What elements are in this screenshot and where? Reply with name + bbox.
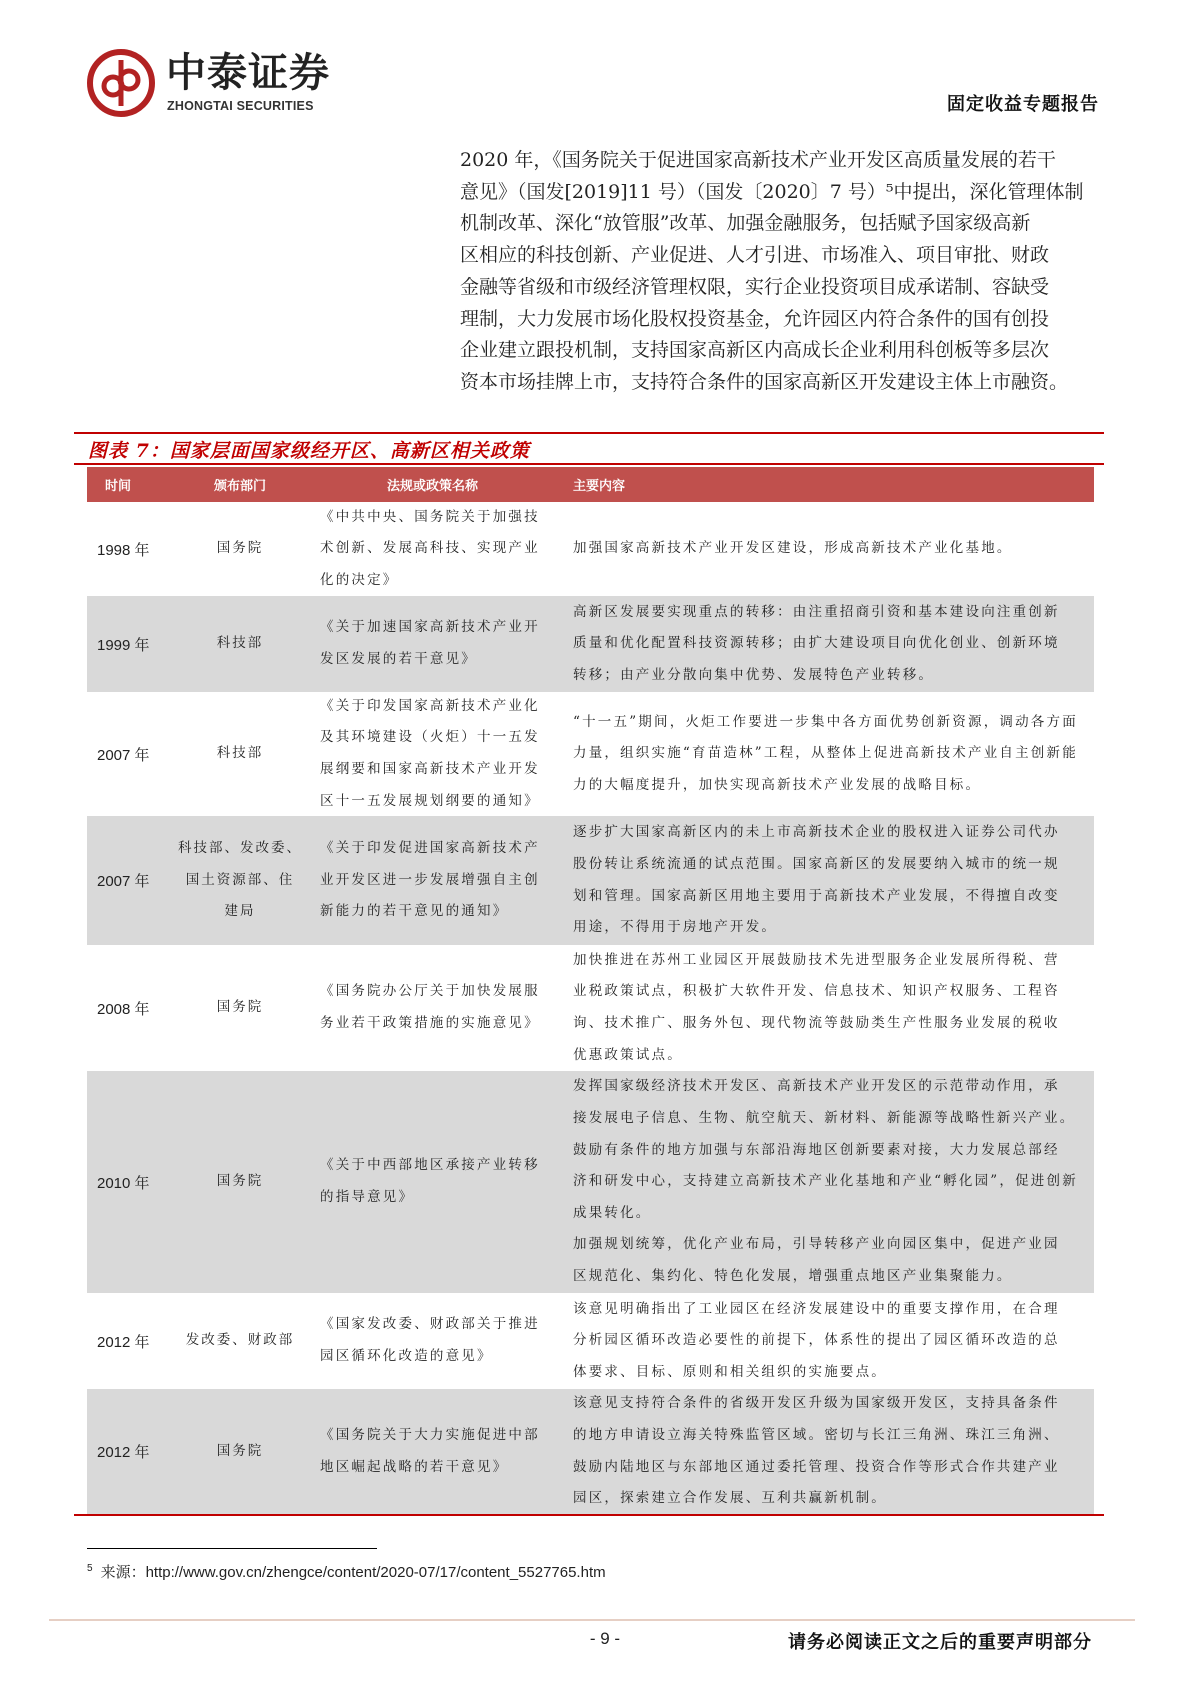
cell-dept-line: 国务院	[216, 999, 264, 1016]
cell-content-line: “十一五”期间，火炬工作要进一步集中各方面优势创新资源，调动各方面	[573, 713, 1078, 730]
cell-policy-line: 《关于印发促进国家高新技术产	[320, 840, 540, 857]
paragraph-line: 资本市场挂牌上市，支持符合条件的国家高新区开发建设主体上市融资。	[460, 370, 1069, 393]
cell-dept	[175, 533, 305, 565]
cell-dept-line: 国务院	[216, 1442, 264, 1459]
table-row	[87, 945, 1094, 1071]
cell-policy-line: 《国务院办公厅关于加快发展服	[320, 983, 540, 1000]
cell-content	[560, 707, 1094, 802]
cell-content-line: 力量，组织实施“育苗造林”工程，从整体上促进高新技术产业自主创新能	[573, 745, 1078, 762]
cell-policy-line: 发区发展的若干意见》	[320, 651, 477, 667]
cell-policy-line: 业开发区进一步发展增强自主创	[320, 871, 540, 888]
cell-content-line: 加强国家高新技术产业开发区建设，形成高新技术产业化基地。	[573, 540, 1013, 557]
cell-year: 2007 年	[97, 873, 150, 890]
table-row	[87, 692, 1094, 816]
cell-year: 2012 年	[97, 1333, 150, 1351]
cell-policy-line: 地区崛起战略的若干意见》	[320, 1458, 509, 1475]
cell-policy-line: 《关于印发国家高新技术产业化	[320, 697, 540, 714]
table-row	[87, 1071, 1094, 1293]
cell-dept-line: 建局	[224, 903, 256, 920]
cell-content-line: 优惠政策试点。	[573, 1046, 683, 1063]
cell-year: 1998 年	[97, 541, 150, 559]
cell-content-line: 询、技术推广、服务外包、现代物流等鼓励类生产性服务业发展的税收	[573, 1015, 1060, 1031]
cell-policy-line: 展纲要和国家高新技术产业开发	[320, 761, 540, 777]
footer-disclaimer: 请务必阅读正文之后的重要声明部分	[788, 1632, 1092, 1653]
cell-dept-line: 发改委、财政部	[185, 1332, 295, 1349]
cell-content-line: 业税政策试点，积极扩大软件开发、信息技术、知识产权服务、工程咨	[573, 983, 1060, 1000]
cell-content-line: 力的大幅度提升，加快实现高新技术产业发展的战略目标。	[573, 776, 982, 793]
cell-content-line: 加快推进在苏州工业园区开展鼓励技术先进型服务企业发展所得税、营	[573, 951, 1060, 968]
table-row	[87, 596, 1094, 692]
footer-rule	[49, 1619, 1135, 1621]
paragraph-line: 区相应的科技创新、产业促进、人才引进、市场准入、项目审批、财政	[460, 244, 1050, 267]
footnote-text: 来源：http://www.gov.cn/zhengce/content/2020-07/17/content_5527765.htm	[100, 1564, 606, 1581]
table-row	[87, 1293, 1094, 1389]
cell-content-line: 园区，探索建立合作发展、互利共赢新机制。	[573, 1490, 887, 1507]
cell-content	[560, 817, 1094, 943]
cell-content-line: 发挥国家级经济技术开发区、高新技术产业开发区的示范带动作用，承	[573, 1078, 1060, 1095]
cell-content-line: 的地方申请设立海关特殊监管区域。密切与长江三角洲、珠江三角洲、	[573, 1426, 1060, 1443]
cell-content	[560, 597, 1094, 692]
cell-dept-line: 国土资源部、住	[185, 871, 295, 888]
cell-dept-line: 科技部	[216, 635, 264, 652]
cell-year: 2010 年	[97, 1174, 150, 1192]
cell-content	[560, 1388, 1094, 1514]
cell-content-line: 体要求、目标、原则和相关组织的实施要点。	[573, 1363, 887, 1380]
cell-policy-line: 区十一五发展规划纲要的通知》	[320, 792, 540, 809]
cell-dept	[175, 833, 305, 928]
cell-dept-line: 国务院	[216, 1173, 264, 1190]
cell-content	[560, 1071, 1094, 1292]
cell-content-line: 鼓励内陆地区与东部地区通过委托管理、投资合作等形式合作共建产业	[573, 1458, 1060, 1475]
paragraph-line: 企业建立跟投机制，支持国家高新区内高成长企业利用科创板等多层次	[460, 339, 1050, 362]
cell-dept	[175, 1325, 305, 1357]
cell-year: 2007 年	[97, 746, 150, 764]
footnote	[87, 1561, 606, 1582]
figure-top-rule	[74, 432, 1104, 434]
table-header	[87, 467, 1094, 502]
cell-content-line: 逐步扩大国家高新区内的未上市高新技术企业的股权进入证券公司代办	[573, 824, 1060, 841]
footnote-mark: 5	[87, 1563, 93, 1574]
logo-text-en: ZHONGTAI SECURITIES	[167, 99, 314, 113]
cell-policy	[305, 612, 560, 675]
logo-text-cn: 中泰证券	[166, 50, 330, 96]
cell-policy-line: 《关于中西部地区承接产业转移	[320, 1157, 540, 1174]
cell-policy-line: 《国务院关于大力实施促进中部	[320, 1426, 540, 1443]
cell-content-line: 高新区发展要实现重点的转移：由注重招商引资和基本建设向注重创新	[573, 603, 1060, 620]
cell-policy-line: 《中共中央、国务院关于加强技	[320, 508, 540, 525]
cell-policy	[305, 691, 560, 817]
cell-dept-line: 国务院	[216, 540, 264, 557]
column-header-time: 时间	[105, 479, 132, 494]
table-row	[87, 816, 1094, 945]
report-type-label: 固定收益专题报告	[947, 94, 1099, 115]
cell-dept	[175, 992, 305, 1024]
cell-content-line: 加强规划统筹，优化产业布局，引导转移产业向园区集中，促进产业园	[573, 1236, 1060, 1253]
cell-policy-line: 化的决定》	[320, 571, 399, 588]
cell-dept	[175, 738, 305, 770]
cell-policy	[305, 833, 560, 928]
page-number: - 9 -	[589, 1629, 621, 1648]
paragraph-line: 2020 年，《国务院关于促进国家高新技术产业开发区高质量发展的若干	[460, 149, 1056, 171]
cell-dept	[175, 1436, 305, 1468]
cell-content-line: 济和研发中心，支持建立高新技术产业化基地和产业“孵化园”，促进创新	[573, 1173, 1078, 1190]
cell-policy	[305, 1309, 560, 1372]
figure-bottom-rule	[74, 1514, 1104, 1516]
table-row	[87, 502, 1094, 596]
cell-content	[560, 945, 1094, 1071]
table-body	[87, 502, 1094, 1514]
body-paragraph	[460, 145, 1122, 399]
cell-policy-line: 新能力的若干意见的通知》	[320, 903, 509, 920]
company-logo-icon	[86, 48, 156, 118]
cell-policy-line: 的指导意见》	[320, 1189, 415, 1205]
cell-content-line: 用途，不得用于房地产开发。	[573, 919, 778, 936]
column-header-dept: 颁布部门	[213, 479, 266, 494]
cell-year: 2012 年	[97, 1444, 150, 1461]
column-header-policy: 法规或政策名称	[386, 479, 478, 494]
paragraph-line: 金融等省级和市级经济管理权限，实行企业投资项目成承诺制、容缺受	[460, 275, 1050, 298]
paragraph-line: 机制改革、深化“放管服”改革、加强金融服务，包括赋予国家级高新	[460, 212, 1031, 235]
cell-policy-line: 务业若干政策措施的实施意见》	[320, 1015, 540, 1031]
policy-table	[87, 467, 1094, 1514]
cell-policy-line: 《关于加速国家高新技术产业开	[320, 619, 540, 636]
cell-policy	[305, 1420, 560, 1483]
cell-dept-line: 科技部、发改委、	[178, 840, 302, 857]
figure-title-rule	[74, 463, 1104, 465]
cell-year: 2008 年	[97, 1000, 150, 1018]
column-header-content: 主要内容	[573, 479, 626, 494]
cell-content-line: 转移；由产业分散向集中优势、发展特色产业转移。	[573, 666, 935, 683]
figure-title: 图表 7：国家层面国家级经开区、高新区相关政策	[88, 440, 530, 462]
paragraph-line: 理制，大力发展市场化股权投资基金，允许园区内符合条件的国有创投	[460, 307, 1050, 330]
cell-content	[560, 1294, 1094, 1389]
cell-content	[560, 533, 1094, 565]
cell-content-line: 股份转让系统流通的试点范围。国家高新区的发展要纳入城市的统一规	[573, 855, 1060, 872]
cell-policy-line: 《国家发改委、财政部关于推进	[320, 1316, 540, 1333]
cell-content-line: 该意见明确指出了工业园区在经济发展建设中的重要支撑作用，在合理	[573, 1300, 1060, 1317]
cell-policy	[305, 502, 560, 597]
cell-content-line: 区规范化、集约化、特色化发展，增强重点地区产业集聚能力。	[573, 1267, 1013, 1284]
cell-content-line: 接发展电子信息、生物、航空航天、新材料、新能源等战略性新兴产业。	[573, 1110, 1076, 1127]
table-row	[87, 1389, 1094, 1514]
cell-policy-line: 园区循环化改造的意见》	[320, 1348, 493, 1364]
cell-dept	[175, 628, 305, 660]
paragraph-line: 意见》（国发[2019]11 号）（国发〔2020〕7 号）⁵中提出，深化管理体制	[460, 180, 1084, 203]
cell-year: 1999 年	[97, 636, 150, 654]
cell-content-line: 质量和优化配置科技资源转移；由扩大建设项目向优化创业、创新环境	[573, 635, 1060, 652]
cell-content-line: 该意见支持符合条件的省级开发区升级为国家级开发区，支持具备条件	[573, 1395, 1060, 1412]
cell-policy	[305, 1150, 560, 1213]
cell-dept	[175, 1166, 305, 1198]
footnote-rule	[87, 1548, 377, 1549]
cell-content-line: 成果转化。	[573, 1204, 652, 1221]
cell-policy-line: 术创新、发展高科技、实现产业	[320, 540, 540, 557]
cell-content-line: 鼓励有条件的地方加强与东部沿海地区创新要素对接，大力发展总部经	[573, 1141, 1060, 1158]
cell-dept-line: 科技部	[216, 745, 264, 762]
cell-content-line: 分析园区循环改造必要性的前提下，体系性的提出了园区循环改造的总	[573, 1332, 1060, 1349]
cell-policy-line: 及其环境建设（火炬）十一五发	[320, 729, 540, 746]
cell-content-line: 划和管理。国家高新区用地主要用于高新技术产业发展，不得擅自改变	[573, 887, 1060, 904]
cell-policy	[305, 976, 560, 1039]
